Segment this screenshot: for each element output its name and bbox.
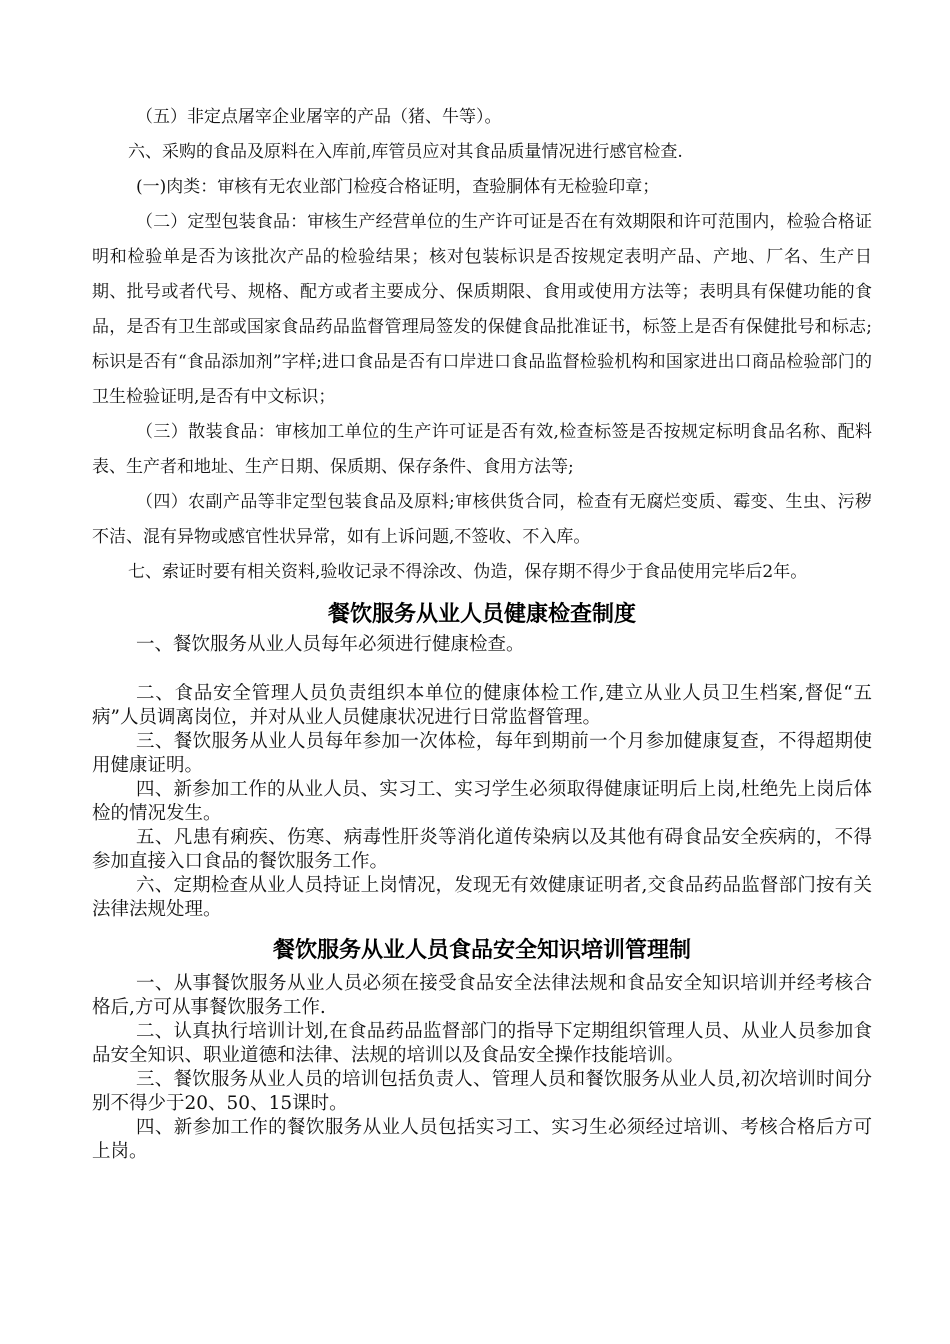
paragraph: 五、凡患有痢疾、伤寒、病毒性肝炎等消化道传染病以及其他有碍食品安全疾病的，不得参加直接入口食品的餐饮服务工作。 xyxy=(92,827,872,872)
paragraph: (一)肉类：审核有无农业部门检疫合格证明，查验胴体有无检验印章； xyxy=(136,177,660,197)
paragraph: 三、餐饮服务从业人员每年参加一次体检，每年到期前一个月参加健康复查，不得超期使用健康证明。 xyxy=(92,731,872,776)
paragraph: 四、新参加工作的从业人员、实习工、实习学生必须取得健康证明后上岗,杜绝先上岗后体检的情况发生。 xyxy=(92,779,872,824)
document-page xyxy=(92,100,872,1164)
paragraph: （二）定型包装食品：审核生产经营单位的生产许可证是否在有效期限和许可范围内，检验合格证明和检验单是否为该批次产品的检验结果；核对包装标识是否按规定表明产品、产地、厂名、生产日期、批号或者代号、规格、配方或者主要成分、保质期限、食用或使用方法等；表明具有保健功能的食品，是否有卫生部或国家食品药品监督管理局签发的保健食品批准证书，标签上是否有保健批号和标志;标识是否有“食品添加剂”字样;进口食品是否有口岸进口食品监督检验机构和国家进出口商品检验部门的卫生检验证明,是否有中文标识； xyxy=(92,212,872,407)
paragraph: 一、从事餐饮服务从业人员必须在接受食品安全法律法规和食品安全知识培训并经考核合格后,方可从事餐饮服务工作. xyxy=(92,973,872,1018)
section-purchase-inspection xyxy=(92,100,872,590)
paragraph: 六、采购的食品及原料在入库前,库管员应对其食品质量情况进行感官检查. xyxy=(128,142,683,162)
paragraph: 四、新参加工作的餐饮服务从业人员包括实习工、实习生必须经过培训、考核合格后方可上岗。 xyxy=(92,1117,872,1162)
paragraph: （五）非定点屠宰企业屠宰的产品（猪、牛等）。 xyxy=(136,107,502,127)
paragraph: 一、餐饮服务从业人员每年必须进行健康检查。 xyxy=(136,634,525,655)
paragraph: 二、认真执行培训计划,在食品药品监督部门的指导下定期组织管理人员、从业人员参加食品安全知识、职业道德和法律、法规的培训以及食品安全操作技能培训。 xyxy=(92,1021,872,1066)
section-training xyxy=(92,972,872,1164)
paragraph: 三、餐饮服务从业人员的培训包括负责人、管理人员和餐饮服务从业人员,初次培训时间分别不得少于20、50、15课时。 xyxy=(92,1069,872,1114)
paragraph: （三）散装食品：审核加工单位的生产许可证是否有效,检查标签是否按规定标明食品名称、配料表、生产者和地址、生产日期、保质期、保存条件、食用方法等; xyxy=(92,422,872,477)
section-health-check xyxy=(92,630,872,922)
paragraph: 六、定期检查从业人员持证上岗情况，发现无有效健康证明者,交食品药品监督部门按有关法律法规处理。 xyxy=(92,875,872,920)
section-title-training: 餐饮服务从业人员食品安全知识培训管理制 xyxy=(272,938,691,963)
paragraph: 二、食品安全管理人员负责组织本单位的健康体检工作,建立从业人员卫生档案,督促“五病”人员调离岗位，并对从业人员健康状况进行日常监督管理。 xyxy=(92,683,872,728)
paragraph: 七、索证时要有相关资料,验收记录不得涂改、伪造，保存期不得少于食品使用完毕后2年。 xyxy=(128,562,808,582)
paragraph: （四）农副产品等非定型包装食品及原料;审核供货合同，检查有无腐烂变质、霉变、生虫、污秽不洁、混有异物或感官性状异常，如有上诉问题,不签收、不入库。 xyxy=(92,492,872,547)
section-title-health-check: 餐饮服务从业人员健康检查制度 xyxy=(327,602,636,627)
